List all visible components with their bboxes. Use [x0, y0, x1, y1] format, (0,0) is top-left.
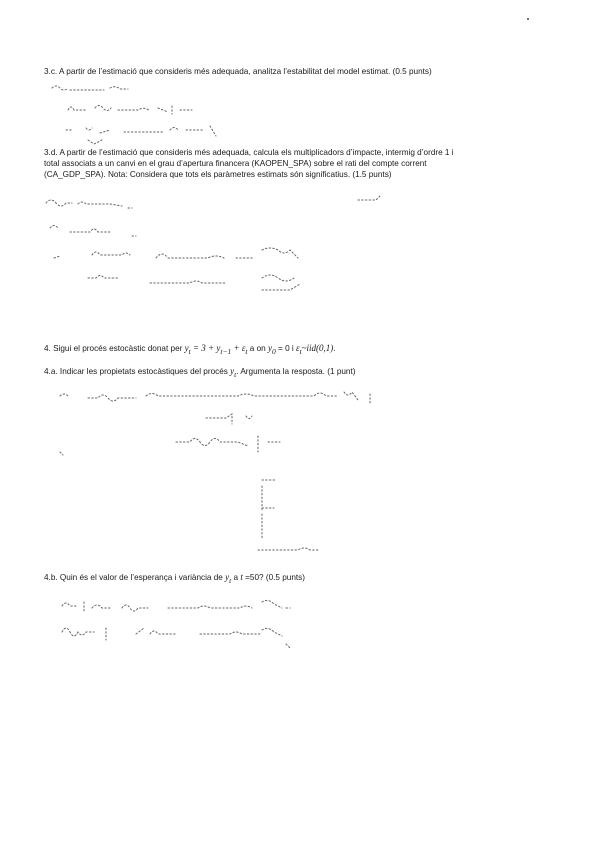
handwriting-4b-line2 [62, 628, 290, 648]
question-4: 4. Sigui el procés estocàstic donat per $y_t = 3 + y_{t-1} + \varepsilon_t$ a on $y_0 = 0$ i $\varepsilon_t\sim iid(0,1)$. [44, 343, 336, 356]
handwriting-4a-line4 [262, 480, 276, 510]
equation: $y_t = 3 + y_{t-1} + \varepsilon_t$ [184, 343, 248, 356]
handwriting-4a-line3 [176, 436, 280, 452]
handwriting-3d-line3 [54, 248, 298, 258]
handwriting-4a-mark-left [60, 452, 63, 455]
question-3c [44, 66, 556, 77]
handwriting-4a-line2 [206, 414, 252, 424]
handwriting-3d-line2 [50, 226, 136, 237]
question-3d-line2: total associats a un canvi en el grau d’apertura financera (KAOPEN_SPA) sobre el rati del compte corrent [44, 159, 427, 168]
question-3d-line1: 3.d. A partir de l’estimació que consideris més adequada, calcula els multiplicadors d’impacte, intermig d’ordre 1 i [44, 148, 454, 157]
handwriting-3d-line4 [88, 275, 300, 290]
handwriting-4b-line1 [62, 600, 290, 612]
handwriting-3c-mark [88, 140, 102, 144]
question-4a: 4.a. Indicar les propietats estocàstiques del procés $y_t$. Argumenta la resposta. (1 punt) [44, 366, 356, 379]
handwriting-3d-line1 [46, 200, 132, 208]
handwriting-3d-mark-right [358, 196, 380, 200]
question-3d-line3: (CA_GDP_SPA). Nota: Considera que tots els paràmetres estimats són significatius. (1.5 punts) [44, 170, 392, 179]
handwriting-3c-line2 [68, 106, 192, 115]
question-4b: 4.b. Quin és el valor de l’esperança i variància de $y_t$ a t =50? (0.5 punts) [44, 572, 305, 585]
handwriting-4a-line1 [60, 392, 370, 404]
page-mark [527, 18, 529, 20]
handwriting-4a-line6 [258, 548, 318, 550]
question-3c-text: 3.c. A partir de l’estimació que consideris més adequada, analitza l’estabilitat del model estimat. (0.5 punts) [44, 67, 432, 76]
noise-term: $\varepsilon_t\sim iid(0,1)$ [296, 343, 334, 356]
handwriting-4a-line5 [262, 508, 274, 538]
handwriting-3c-line3 [66, 126, 216, 136]
handwriting-3c-line1 [52, 86, 128, 90]
question-3d [44, 147, 556, 180]
